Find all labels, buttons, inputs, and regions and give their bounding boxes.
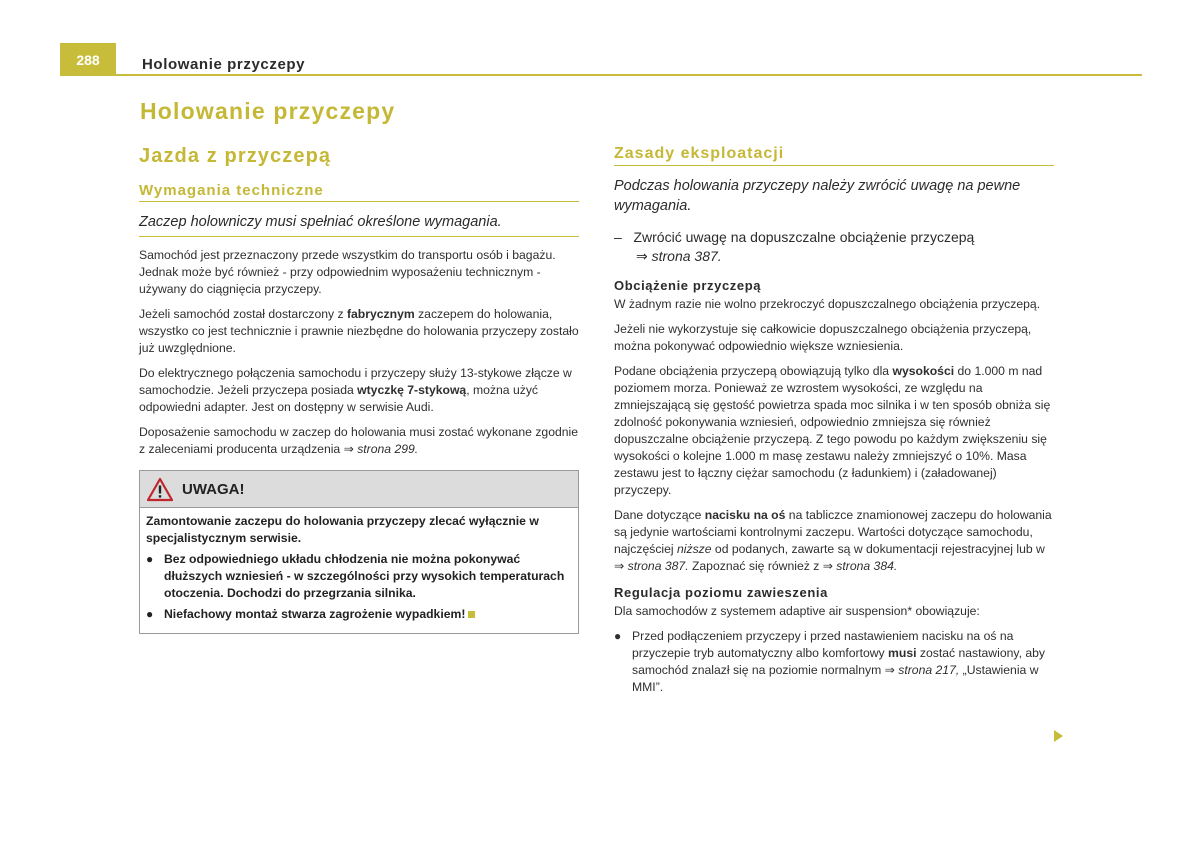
text-run: Dane dotyczące [614, 508, 705, 522]
paragraph-retrofit [139, 424, 579, 458]
paragraph-load-altitude [614, 363, 1054, 499]
warning-header [140, 471, 578, 508]
paragraph-electrical [139, 365, 579, 416]
requirements-intro: Zaczep holowniczy musi spełniać określone wymagania. [139, 212, 579, 237]
warning-bullet [146, 606, 572, 623]
text-run: Zapoznać się również z [688, 559, 823, 573]
subheading-suspension: Regulacja poziomu zawieszenia [614, 585, 828, 600]
warning-bullet-text [164, 606, 475, 623]
text-run: zaczepem do holowania, wszystko co jest technicznie i prawnie niezbędne do holowania przyczepy zostało już uwzględnione. [139, 307, 579, 355]
text-run: Niefachowy montaż stwarza zagrożenie wypadkiem! [164, 607, 466, 621]
warning-bullet-text: Bez odpowiedniego układu chłodzenia nie można pokonywać dłuższych wzniesień - w szczególności przy wysokich temperaturach otoczenia. Dochodzi do przegrzania silnika. [164, 552, 565, 600]
text-run: na tabliczce znamionowej zaczepu do holowania są jedynie wartościami kontrolnymi zaczepu. Wartości dotyczące samochodu, najczęściej [614, 508, 1052, 556]
subsection-title-requirements: Wymagania techniczne [139, 182, 579, 202]
text-run: Zwrócić uwagę na dopuszczalne obciążenie przyczepą [633, 229, 975, 245]
paragraph-suspension: Dla samochodów z systemem adaptive air suspension* obowiązuje: [614, 604, 980, 618]
subheading-trailer-load: Obciążenie przyczepą [614, 278, 762, 293]
right-column [614, 145, 1054, 704]
text-run: zostać nastawiony, aby samochód znalazł się na poziomie normalnym [632, 646, 1045, 677]
cross-reference[interactable]: ⇒ strona 387. [614, 559, 689, 573]
text-run: Doposażenie samochodu w zaczep do holowania musi zostać wykonane zgodnie z zaleceniami producenta urządzenia [139, 425, 579, 456]
bullet-icon: ● [146, 607, 154, 621]
text-run: od podanych, zawarte są w dokumentacji rejestracyjnej lub w [711, 542, 1045, 556]
text-run: do 1.000 m nad poziomem morza. Ponieważ ze wzrostem wysokości, ze względu na zmniejszającą się gęstość powietrza spada moc silnika i w ten sposób obniża się zdolność pokonywania wzniesień, odpowiednio zmniejsza się również dopuszczalne obciążenie przyczepą. Z tego powodu po każdym zwiększeniu się wysokości o kolejne 1.000 m masę zestawu należy zmniejszyć o 10%. Masa zestawu jest to łączny ciężar samochodu (z ładunkiem) i (załadowanej) przyczepy. [614, 364, 1051, 497]
dash-icon: – [614, 229, 622, 245]
warning-body [140, 508, 578, 633]
paragraph-load-partial: Jeżeli nie wykorzystuje się całkowicie dopuszczalnego obciążenia przyczepą, można pokonywać odpowiednio większe wzniesienia. [614, 322, 1032, 353]
text-run-bold: wysokości [892, 364, 955, 378]
page-number: 288 [60, 43, 116, 76]
warning-triangle-icon [146, 477, 174, 502]
text-run: Jeżeli samochód został dostarczony z [139, 307, 347, 321]
warning-line: Zamontowanie zaczepu do holowania przyczepy zlecać wyłącznie w specjalistycznym serwisie. [146, 514, 539, 545]
header-rule [116, 74, 1142, 76]
warning-title: UWAGA! [182, 480, 245, 498]
paragraph-factory-hitch [139, 306, 579, 357]
cross-reference[interactable]: ⇒ strona 299. [343, 442, 419, 456]
text-run-bold: fabrycznym [346, 307, 415, 321]
suspension-bullet-text [632, 628, 1054, 696]
running-title: Holowanie przyczepy [142, 56, 306, 73]
warning-box [139, 470, 579, 634]
text-run: Podane obciążenia przyczepą obowiązują tylko dla [614, 364, 893, 378]
warning-bullet [146, 551, 572, 602]
section-title-operation: Zasady eksploatacji [614, 145, 1054, 166]
page-header [60, 43, 1142, 76]
text-run: , można użyć odpowiedni adapter. Jest on dostępny w serwisie Audi. [139, 383, 539, 414]
paragraph-axle-load [614, 507, 1054, 575]
text-run: Do elektrycznego połączenia samochodu i przyczepy służy 13-stykowe złącze w samochodzie. Jeżeli przyczepa posiada [139, 366, 572, 397]
text-run: Przed podłączeniem przyczepy i przed nastawieniem nacisku na oś na przyczepie tryb automatyczny albo komfortowy [632, 629, 1014, 660]
text-run-bold: nacisku na oś [704, 508, 786, 522]
text-run-italic: niższe [677, 542, 712, 556]
cross-reference[interactable]: ⇒ strona 217, [884, 663, 960, 677]
paragraph-purpose: Samochód jest przeznaczony przede wszystkim do transportu osób i bagażu. Jednak może być również - przy odpowiednim wyposażeniu technicznym - używany do ciągnięcia przyczepy. [139, 248, 556, 296]
text-run-bold: musi [888, 646, 917, 660]
bullet-icon: ● [614, 629, 622, 643]
end-square-icon [468, 611, 475, 618]
suspension-bullet [614, 628, 1054, 696]
section-title-towing: Jazda z przyczepą [139, 145, 332, 167]
bullet-icon: ● [146, 552, 154, 566]
text-run: „Ustawienia w MMI”. [632, 663, 1039, 694]
text-run-bold: wtyczkę 7-stykową [357, 383, 467, 397]
operation-intro: Podczas holowania przyczepy należy zwrócić uwagę na pewne wymagania. [614, 178, 1021, 214]
dash-item [614, 228, 1054, 266]
continue-arrow-icon [1054, 730, 1063, 742]
chapter-title: Holowanie przyczepy [140, 98, 396, 124]
left-column [139, 145, 579, 634]
cross-reference[interactable]: ⇒ strona 387. [636, 248, 722, 264]
paragraph-load-limit: W żadnym razie nie wolno przekroczyć dopuszczalnego obciążenia przyczepą. [614, 297, 1041, 311]
cross-reference[interactable]: ⇒ strona 384. [822, 559, 898, 573]
